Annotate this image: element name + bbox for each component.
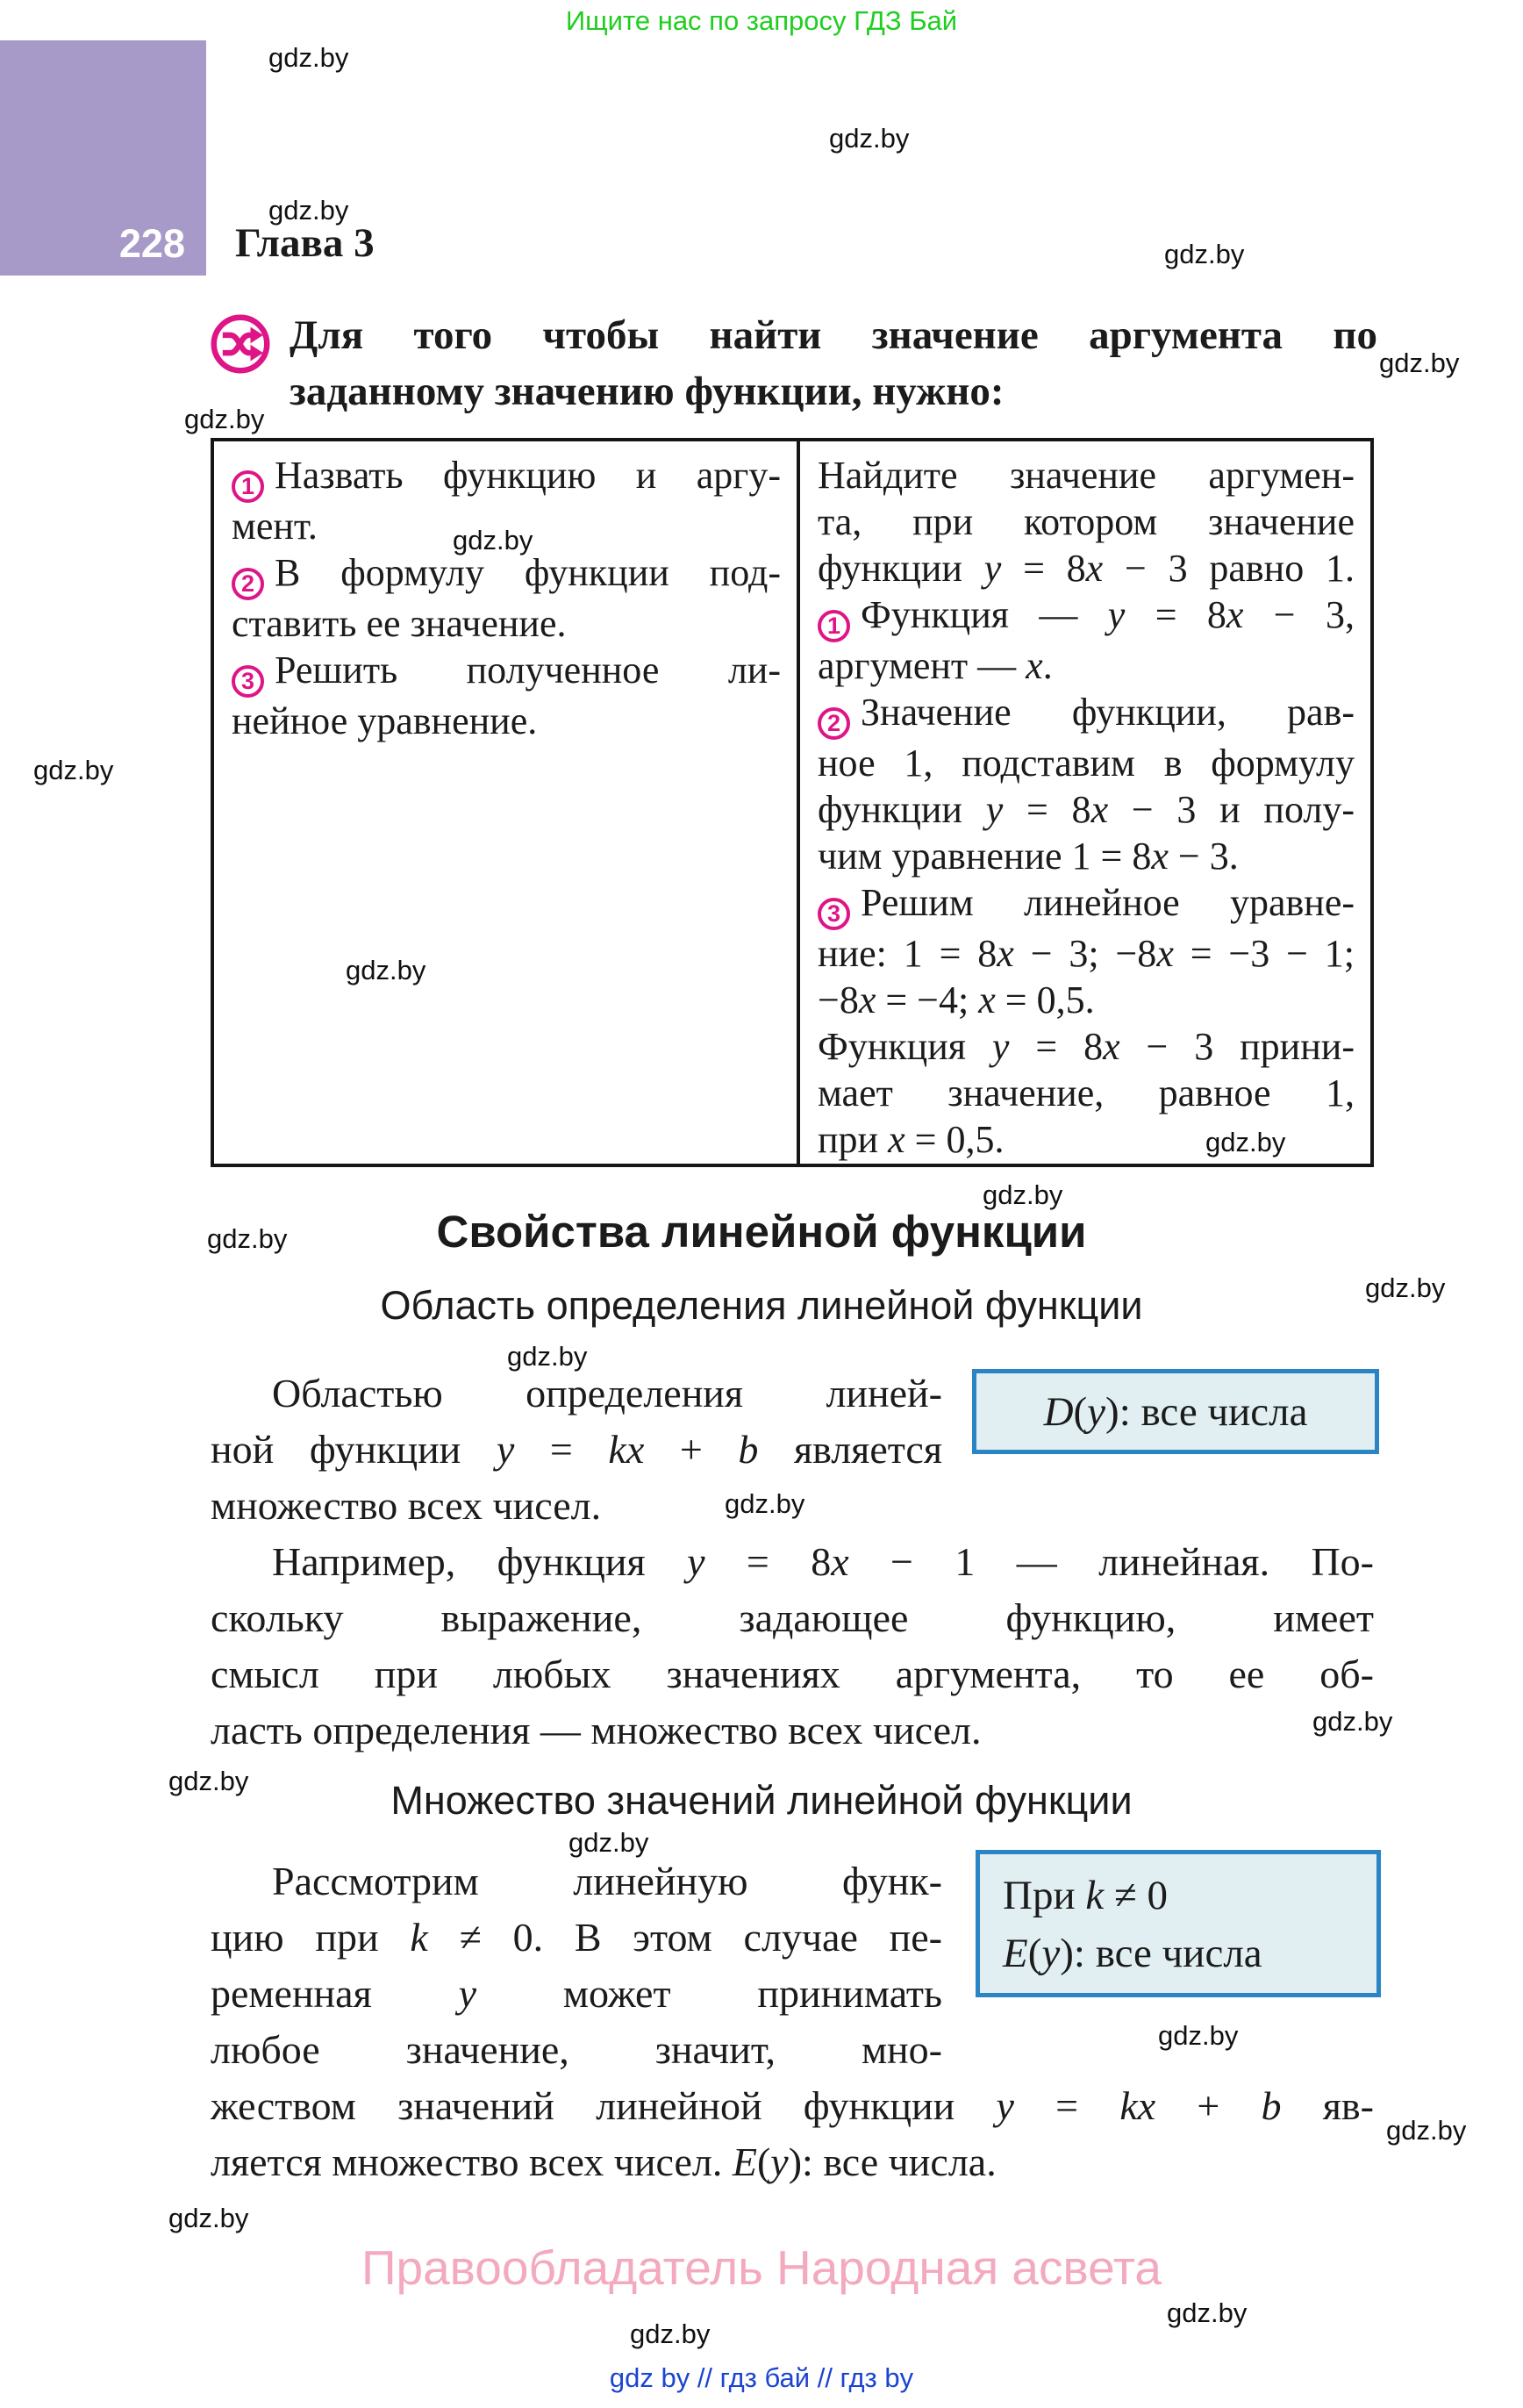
text-line: аргумент — x. bbox=[818, 644, 1053, 687]
text-line: −8x = −4; x = 0,5. bbox=[818, 978, 1095, 1021]
copyright-line: Правообладатель Народная асвета bbox=[361, 2240, 1162, 2295]
text-line: жеством значений линейной функции y = kx + b яв- bbox=[211, 2083, 1374, 2128]
text-line: чим уравнение 1 = 8x − 3. bbox=[818, 835, 1239, 878]
text-line: ласть определения — множество всех чисел. bbox=[211, 1708, 982, 1752]
watermark-gdzby: gdz.by bbox=[268, 195, 349, 226]
domain-infobox bbox=[972, 1369, 1379, 1454]
text-line: ной функции y = kx + b является bbox=[211, 1427, 942, 1472]
text-line: смысл при любых значениях аргумента, то ее об- bbox=[211, 1652, 1374, 1696]
watermark-gdzby: gdz.by bbox=[1365, 1272, 1446, 1303]
text-line: мент. bbox=[232, 505, 318, 548]
page-number: 228 bbox=[118, 221, 185, 266]
section-title-range: Множество значений линейной функции bbox=[390, 1778, 1133, 1823]
chapter-label: Глава 3 bbox=[235, 220, 375, 266]
text-line: ременная y может принимать bbox=[211, 1971, 942, 2016]
table-cell-example bbox=[800, 441, 1370, 1164]
watermark-gdzby: gdz.by bbox=[1205, 1127, 1286, 1157]
range-infobox bbox=[976, 1850, 1381, 1997]
text-line: ляется множество всех чисел. E(y): все числа. bbox=[211, 2139, 997, 2184]
watermark-gdzby: gdz.by bbox=[568, 1827, 649, 1858]
text-line: 2 В формулу функции под- bbox=[232, 549, 781, 600]
watermark-gdzby: gdz.by bbox=[207, 1223, 288, 1254]
text-line: ставить ее значение. bbox=[232, 602, 567, 645]
watermark-gdzby: gdz.by bbox=[983, 1179, 1063, 1210]
watermark-gdzby: gdz.by bbox=[453, 525, 533, 555]
text-line: 1 Назвать функцию и аргу- bbox=[232, 452, 781, 503]
circled-number-icon: 3 bbox=[232, 665, 264, 698]
text-line: функции y = 8x − 3 равно 1. bbox=[818, 547, 1355, 590]
domain-paragraph bbox=[211, 1365, 942, 1534]
section-title-domain: Область определения линейной функции bbox=[380, 1283, 1143, 1328]
shuffle-arrows-icon bbox=[209, 312, 272, 376]
algorithm-example-table bbox=[211, 438, 1374, 1167]
range-paragraph-narrow bbox=[211, 1853, 942, 2078]
watermark-gdzby: gdz.by bbox=[168, 1766, 249, 1796]
watermark-gdzby: gdz.by bbox=[1164, 239, 1245, 269]
watermark-gdzby: gdz.by bbox=[33, 755, 114, 785]
watermark-gdzby: gdz.by bbox=[268, 42, 349, 73]
watermark-gdzby: gdz.by bbox=[168, 2203, 249, 2233]
text-line: скольку выражение, задающее функцию, имеет bbox=[211, 1595, 1374, 1640]
text-line: 3 Решим линейное уравне- bbox=[818, 879, 1355, 930]
text-line: ное 1, подставим в формулу bbox=[818, 742, 1355, 785]
text-line: Областью определения линей- bbox=[272, 1371, 942, 1415]
watermark-gdzby: gdz.by bbox=[725, 1488, 805, 1519]
text-line: функции y = 8x − 3 и полу- bbox=[818, 788, 1355, 831]
circled-number-icon: 1 bbox=[818, 610, 850, 642]
watermark-gdzby: gdz.by bbox=[1379, 348, 1460, 378]
text-line: та, при котором значение bbox=[818, 500, 1355, 543]
text-line: D(y): все числа bbox=[1043, 1388, 1308, 1435]
text-line: 3 Решить полученное ли- bbox=[232, 647, 781, 698]
circled-number-icon: 1 bbox=[232, 470, 264, 503]
text-line: При k ≠ 0 bbox=[1003, 1873, 1169, 1918]
watermark-gdzby: gdz.by bbox=[346, 955, 426, 985]
text-line: Функция y = 8x − 3 прини- bbox=[818, 1025, 1355, 1068]
text-line: нейное уравнение. bbox=[232, 699, 538, 742]
watermark-gdzby: gdz.by bbox=[1158, 2020, 1239, 2051]
watermark-gdzby: gdz.by bbox=[1386, 2115, 1467, 2146]
text-line: цию при k ≠ 0. В этом случае пе- bbox=[211, 1915, 942, 1960]
circled-number-icon: 2 bbox=[818, 707, 850, 740]
watermark-gdzby: gdz.by bbox=[829, 123, 910, 154]
circled-number-icon: 3 bbox=[818, 898, 850, 930]
text-line: при x = 0,5. bbox=[818, 1118, 1005, 1161]
footer-links[interactable]: gdz by // гдз бай // гдз by bbox=[609, 2362, 914, 2393]
text-line: E(y): все числа bbox=[1003, 1931, 1262, 1976]
top-green-notice: Ищите нас по запросу ГДЗ Бай bbox=[565, 5, 958, 36]
range-paragraph-wide bbox=[211, 2078, 1374, 2190]
watermark-gdzby: gdz.by bbox=[630, 2318, 711, 2349]
text-line: любое значение, значит, мно- bbox=[211, 2027, 942, 2072]
algorithm-heading-line1: Для того чтобы найти значение аргумента по bbox=[290, 312, 1377, 358]
text-line: мает значение, равное 1, bbox=[818, 1071, 1355, 1114]
circled-number-icon: 2 bbox=[232, 568, 264, 600]
page-corner-block bbox=[0, 40, 206, 276]
text-line: 1 Функция — y = 8x − 3, bbox=[818, 591, 1355, 642]
watermark-gdzby: gdz.by bbox=[507, 1341, 588, 1372]
watermark-gdzby: gdz.by bbox=[184, 404, 265, 434]
algorithm-heading-line2: заданному значению функции, нужно: bbox=[290, 369, 1005, 414]
text-line: ние: 1 = 8x − 3; −8x = −3 − 1; bbox=[818, 932, 1355, 975]
watermark-gdzby: gdz.by bbox=[1312, 1706, 1393, 1737]
section-title-properties: Свойства линейной функции bbox=[436, 1207, 1087, 1257]
text-line: Рассмотрим линейную функ- bbox=[272, 1859, 942, 1903]
algorithm-heading bbox=[290, 307, 1377, 419]
text-line: 2 Значение функции, рав- bbox=[818, 689, 1355, 740]
text-line: Найдите значение аргумен- bbox=[818, 454, 1355, 497]
watermark-gdzby: gdz.by bbox=[1167, 2297, 1248, 2328]
text-line: множество всех чисел. bbox=[211, 1483, 602, 1528]
text-line: Например, функция y = 8x − 1 — линейная. По- bbox=[272, 1539, 1374, 1584]
example-paragraph bbox=[211, 1534, 1374, 1759]
